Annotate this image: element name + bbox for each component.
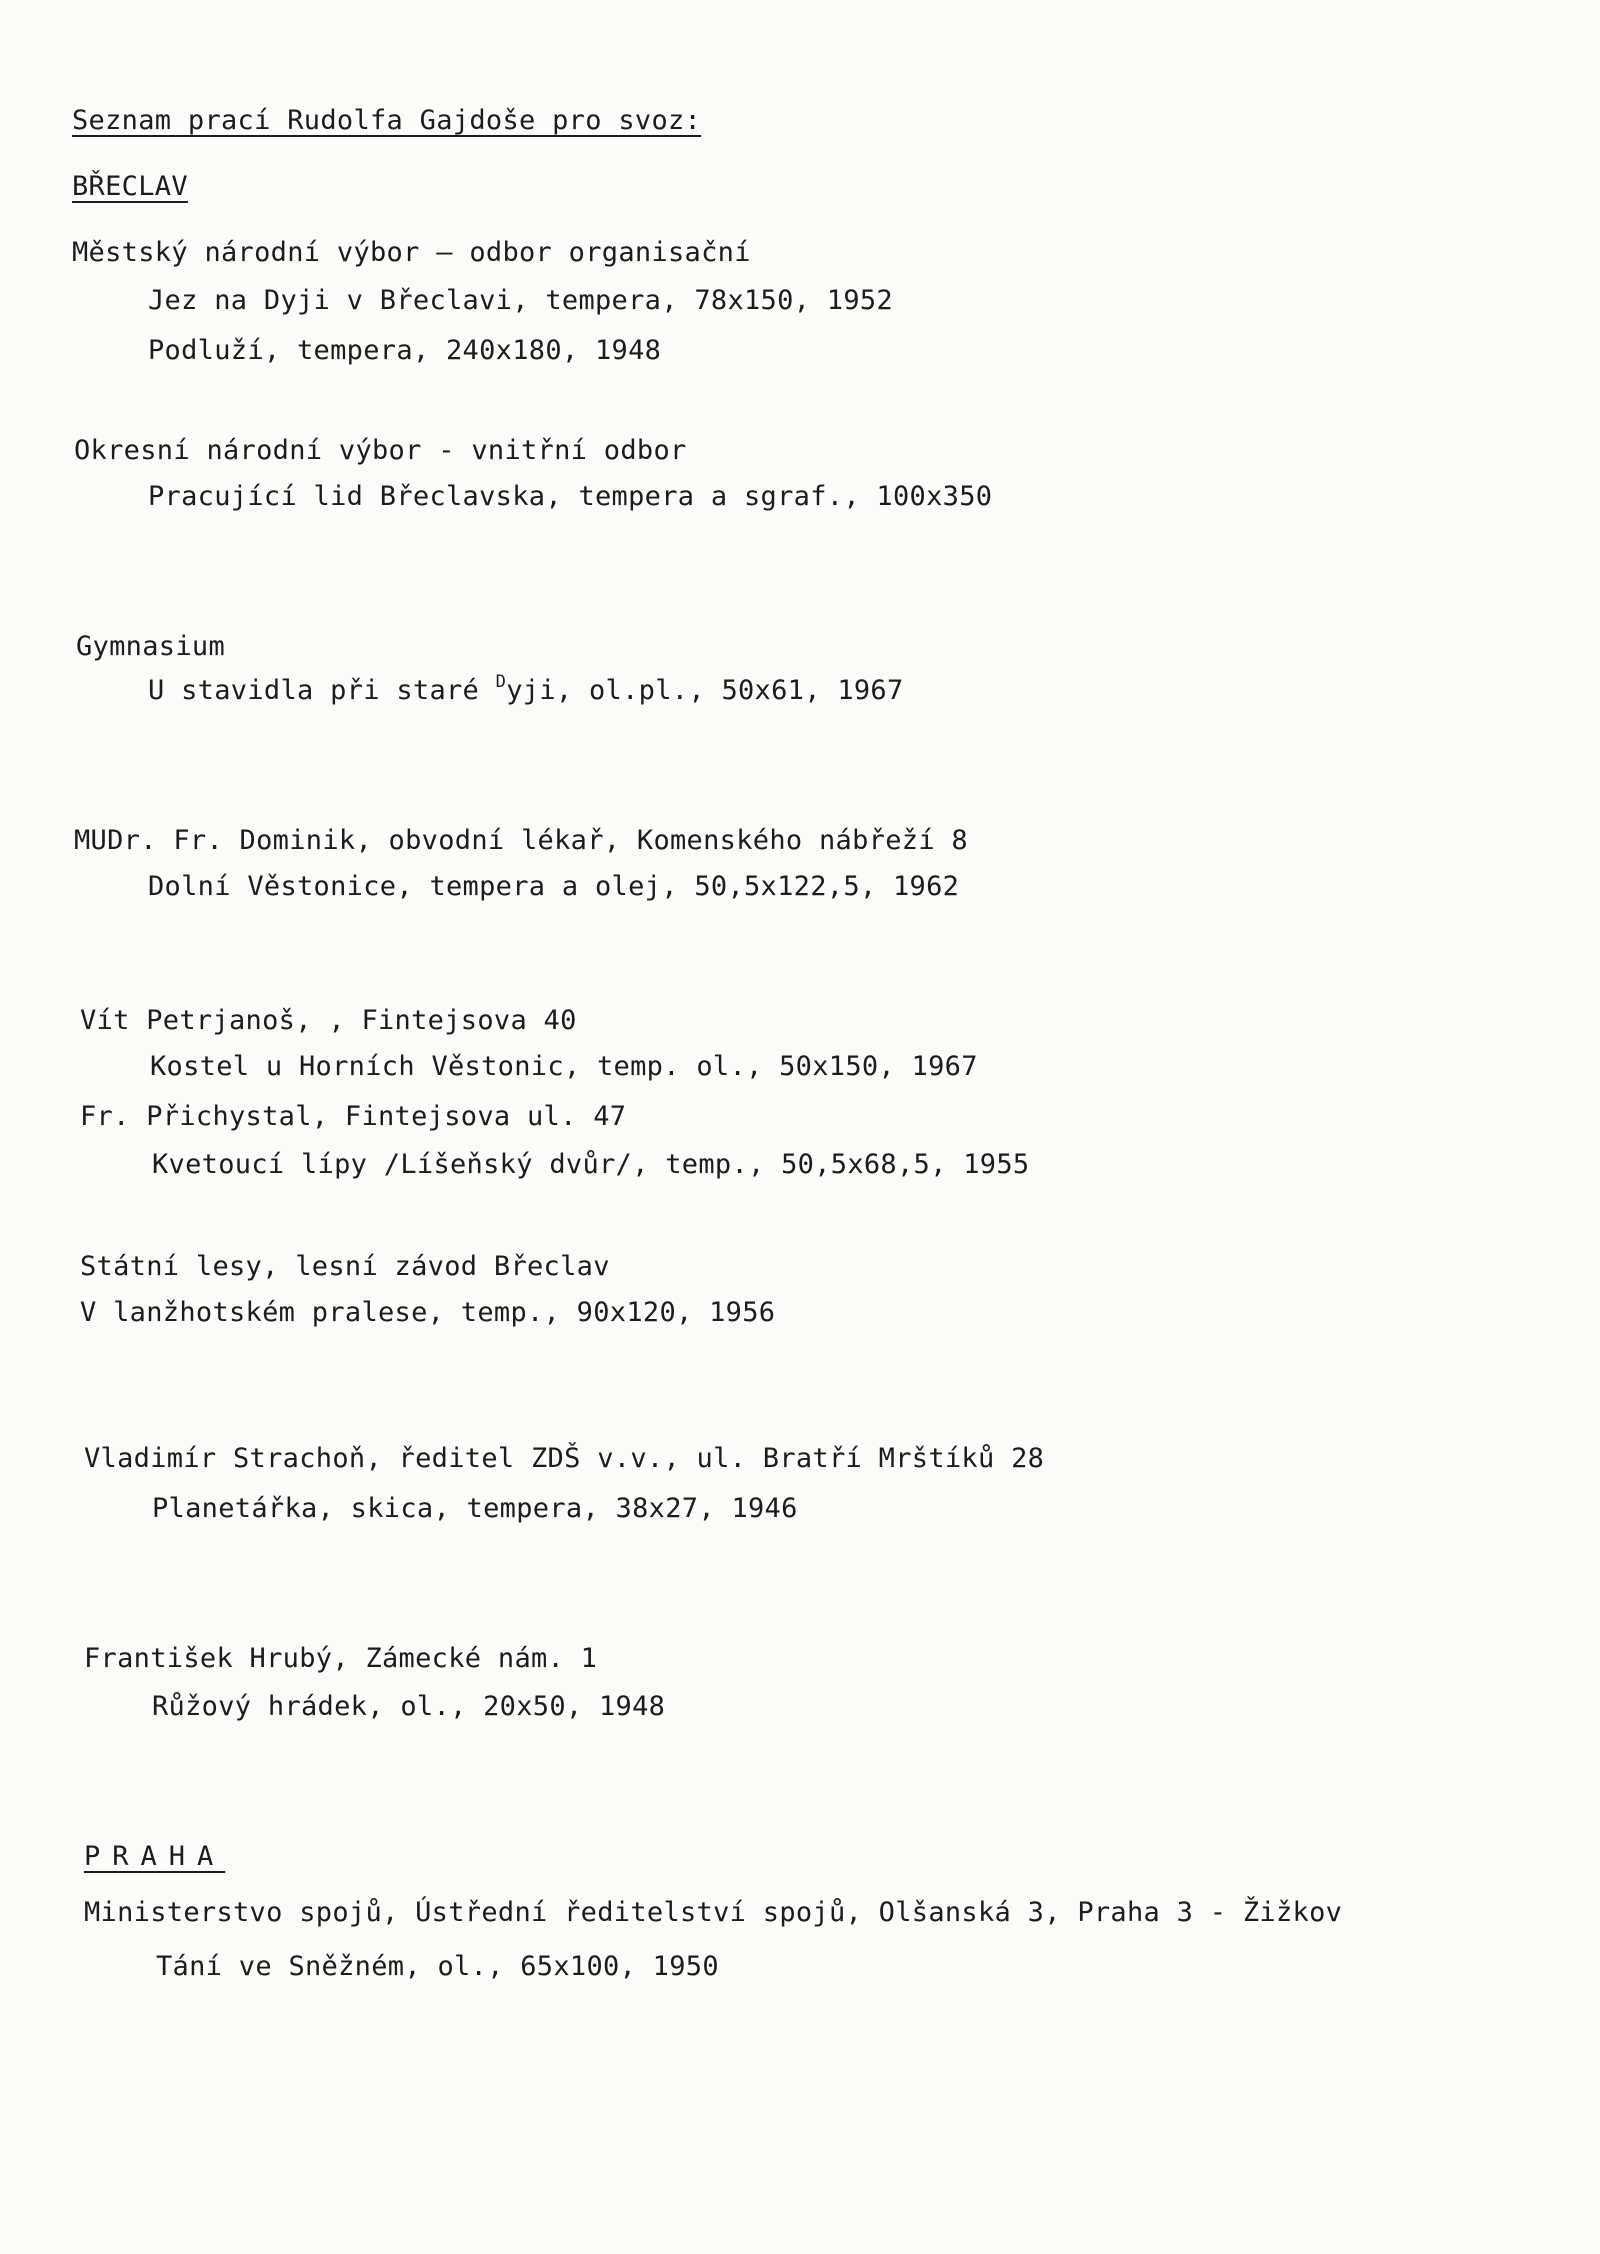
work-line: Tání ve Sněžném, ol., 65x100, 1950 [156, 1951, 719, 1982]
work-line: Kostel u Horních Věstonic, temp. ol., 50x150, 1967 [150, 1051, 978, 1082]
work-line: Dolní Věstonice, tempera a olej, 50,5x122,5, 1962 [148, 871, 960, 902]
work-line: Růžový hrádek, ol., 20x50, 1948 [152, 1691, 666, 1722]
work-line: Planetářka, skica, tempera, 38x27, 1946 [152, 1493, 798, 1524]
owner-line: Městský národní výbor – odbor organisační [72, 237, 751, 268]
owner-line: František Hrubý, Zámecké nám. 1 [84, 1643, 598, 1674]
owner-line: MUDr. Fr. Dominik, obvodní lékař, Komenského nábřeží 8 [74, 825, 968, 856]
work-line: U stavidla při staré $^D$yji, ol.pl., 50x61, 1967 [148, 672, 904, 706]
owner-line: Fr. Přichystal, Fintejsova ul. 47 [80, 1101, 627, 1132]
section-heading-breclav: BŘECLAV [72, 171, 188, 202]
owner-line: Vít Petrjanoš, , Fintejsova 40 [80, 1005, 577, 1036]
owner-line: Gymnasium [76, 631, 225, 662]
owner-line: Vladimír Strachoň, ředitel ZDŠ v.v., ul. Bratří Mrštíků 28 [84, 1443, 1045, 1474]
section-heading-praha: PRAHA [84, 1841, 226, 1872]
owner-line: Okresní národní výbor - vnitřní odbor [74, 435, 687, 466]
work-line: Podluží, tempera, 240x180, 1948 [148, 335, 662, 366]
work-line: Kvetoucí lípy /Líšeňský dvůr/, temp., 50,5x68,5, 1955 [152, 1149, 1030, 1180]
work-line: Pracující lid Břeclavska, tempera a sgraf., 100x350 [148, 481, 993, 512]
work-line: Jez na Dyji v Břeclavi, tempera, 78x150, 1952 [148, 285, 893, 316]
work-line: V lanžhotském pralese, temp., 90x120, 1956 [80, 1297, 776, 1328]
owner-line: Státní lesy, lesní závod Břeclav [80, 1251, 610, 1282]
document-title: Seznam prací Rudolfa Gajdoše pro svoz: [72, 105, 702, 136]
owner-line: Ministerstvo spojů, Ústřední ředitelství spojů, Olšanská 3, Praha 3 - Žižkov [84, 1897, 1343, 1928]
